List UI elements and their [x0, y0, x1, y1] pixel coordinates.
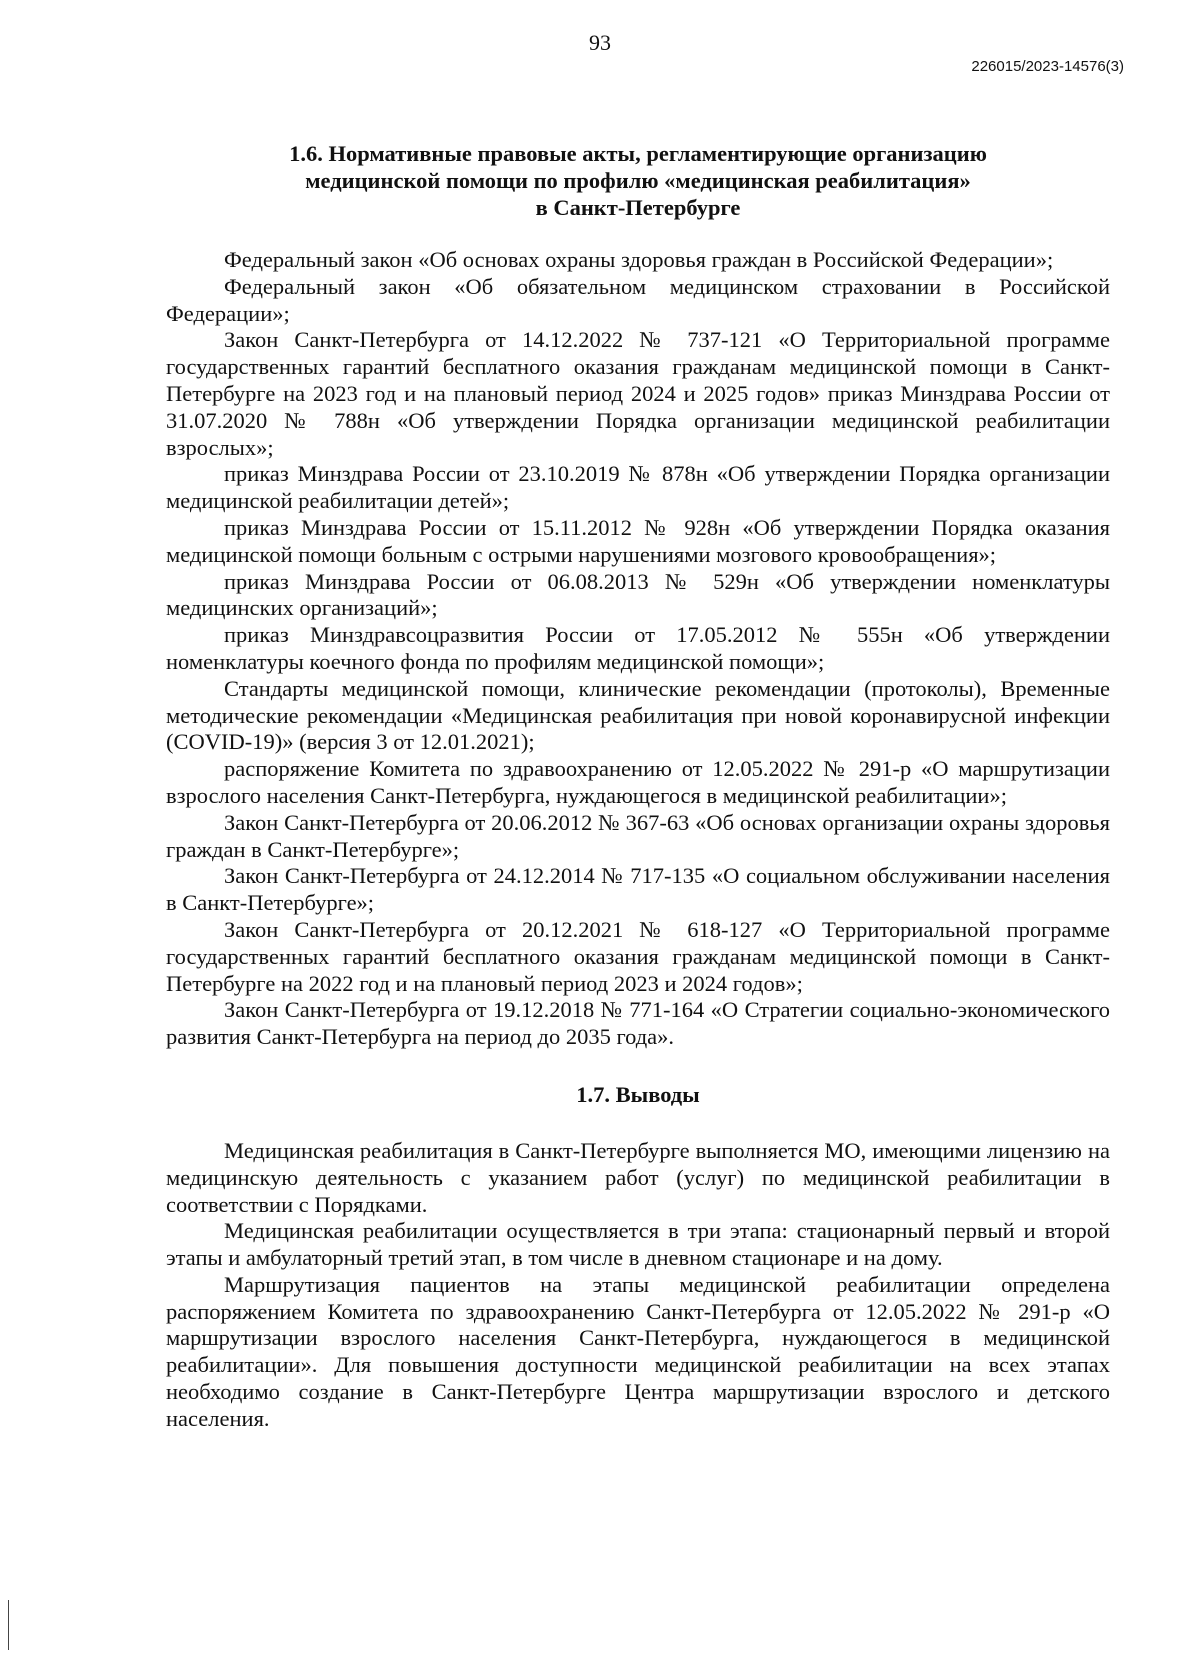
page-number: 93 — [589, 30, 611, 55]
conclusion-paragraph: Медицинская реабилитации осуществляется в три этапа: стационарный первый и второй этапы и амбулаторный третий этап, в том числе в дневном стационаре и на дому. — [166, 1218, 1110, 1271]
heading-line: 1.6. Нормативные правовые акты, регламентирующие организацию — [289, 141, 987, 166]
section-1-6-heading — [166, 140, 1110, 221]
legal-act-item: приказ Минздрава России от 06.08.2013 № 529н «Об утверждении номенклатуры медицинских организаций»; — [166, 568, 1110, 621]
section-1-6-list — [166, 247, 1110, 1051]
document-id: 226015/2023-14576(3) — [971, 58, 1124, 75]
legal-act-item: приказ Минздрава России от 23.10.2019 № 878н «Об утверждении Порядка организации медицинской реабилитации детей»; — [166, 461, 1110, 514]
legal-act-item: приказ Минздравсоцразвития России от 17.05.2012 № 555н «Об утверждении номенклатуры коечного фонда по профилям медицинской помощи»; — [166, 622, 1110, 674]
legal-act-item: Закон Санкт-Петербурга от 20.12.2021 № 618-127 «О Территориальной программе государственных гарантий бесплатного оказания гражданам медицинской помощи в Санкт-Петербурге на 2022 год и на плановый период 2023 и 2024 годов»; — [166, 916, 1110, 996]
legal-act-item: Закон Санкт-Петербурга от 20.06.2012 № 367-63 «Об основах организации охраны здоровья граждан в Санкт-Петербурге»; — [166, 809, 1110, 862]
heading-line: медицинской помощи по профилю «медицинская реабилитация» — [305, 168, 971, 193]
legal-act-item: Закон Санкт-Петербурга от 19.12.2018 № 771-164 «О Стратегии социально-экономического развития Санкт-Петербурга на период до 2035 года». — [166, 997, 1110, 1050]
conclusion-paragraph: Маршрутизация пациентов на этапы медицинской реабилитации определена распоряжением Комитета по здравоохранению Санкт-Петербурга от 12.05.2022 № 291-р «О маршрутизации взрослого населения Санкт-Петербурга, нуждающегося в медицинской реабилитации». Для повышения доступности медицинской реабилитации на всех этапах необходимо создание в Санкт-Петербурге Центра маршрутизации взрослого и детского населения. — [166, 1271, 1110, 1431]
legal-act-item: Закон Санкт-Петербурга от 24.12.2014 № 717-135 «О социальном обслуживании населения в Санкт-Петербурге»; — [166, 863, 1110, 916]
legal-act-item: Стандарты медицинской помощи, клинические рекомендации (протоколы), Временные методические рекомендации «Медицинская реабилитация при новой коронавирусной инфекции (COVID-19)» (версия 3 от 12.01.2021); — [166, 675, 1110, 755]
legal-act-item: Федеральный закон «Об обязательном медицинском страховании в Российской Федерации»; — [166, 273, 1110, 326]
legal-act-item: распоряжение Комитета по здравоохранению от 12.05.2022 № 291-р «О маршрутизации взрослого населения Санкт-Петербурга, нуждающегося в медицинской реабилитации»; — [166, 756, 1110, 808]
document-body — [166, 140, 1110, 1433]
legal-act-item: Федеральный закон «Об основах охраны здоровья граждан в Российской Федерации»; — [224, 247, 1054, 272]
legal-act-item: приказ Минздрава России от 15.11.2012 № 928н «Об утверждении Порядка оказания медицинской помощи больным с острыми нарушениями мозгового кровообращения»; — [166, 514, 1110, 567]
section-1-7-heading: 1.7. Выводы — [576, 1081, 700, 1107]
legal-act-item: Закон Санкт-Петербурга от 14.12.2022 № 737-121 «О Территориальной программе государственных гарантий бесплатного оказания гражданам медицинской помощи в Санкт-Петербурге на 2023 год и на плановый период 2024 и 2025 годов» приказ Минздрава России от 31.07.2020 № 788н «Об утверждении Порядка организации медицинской реабилитации взрослых»; — [166, 327, 1110, 460]
conclusion-paragraph: Медицинская реабилитация в Санкт-Петербурге выполняется МО, имеющими лицензию на медицинскую деятельность с указанием работ (услуг) по медицинской реабилитации в соответствии с Порядками. — [166, 1137, 1110, 1217]
section-1-7-body — [166, 1138, 1110, 1433]
scan-edge-mark — [8, 1600, 9, 1650]
heading-line: в Санкт-Петербурге — [535, 195, 741, 220]
